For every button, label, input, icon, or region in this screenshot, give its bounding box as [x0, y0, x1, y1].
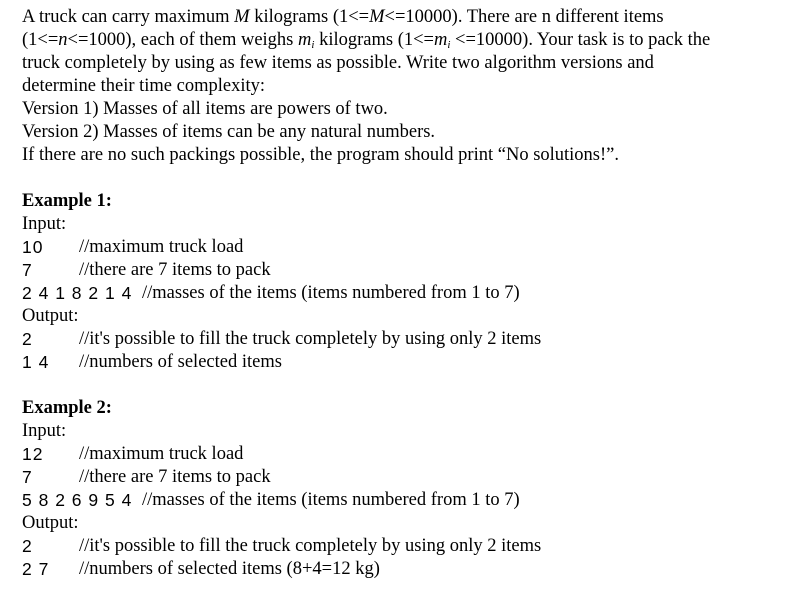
input-line — [22, 443, 782, 466]
variable-n: n — [58, 30, 68, 50]
input-value: 7 — [22, 260, 33, 280]
output-line — [22, 558, 782, 581]
example-2 — [22, 397, 782, 581]
text-fragment: <=1000), each of them weighs — [67, 30, 299, 50]
output-value: 2 — [22, 329, 33, 349]
statement-line-3: truck completely by using as few items as possible. Write two algorithm versions and — [22, 53, 654, 73]
example-title: Example 2: — [22, 398, 112, 418]
input-line — [22, 282, 782, 305]
output-line — [22, 328, 782, 351]
input-value: 12 — [22, 444, 44, 464]
output-comment: //numbers of selected items (8+4=12 kg) — [79, 559, 380, 579]
subscript-i: i — [447, 39, 451, 51]
variable-M: M — [369, 7, 385, 27]
input-value: 2 4 1 8 2 1 4 — [22, 283, 133, 303]
text-fragment: kilograms (1<= — [249, 7, 370, 27]
statement-line-4: determine their time complexity: — [22, 76, 265, 96]
problem-statement — [22, 6, 782, 167]
output-value: 1 4 — [22, 352, 50, 372]
example-title: Example 1: — [22, 191, 112, 211]
output-comment: //it's possible to fill the truck completely by using only 2 items — [79, 329, 542, 349]
example-1 — [22, 190, 782, 374]
input-label: Input: — [22, 421, 67, 441]
text-fragment: <=10000). Your task is to pack the — [450, 30, 711, 50]
statement-line-1 — [22, 6, 782, 29]
input-comment: //there are 7 items to pack — [79, 467, 271, 487]
output-value: 2 7 — [22, 559, 50, 579]
input-comment: //maximum truck load — [79, 237, 244, 257]
input-comment: //maximum truck load — [79, 444, 244, 464]
input-line — [22, 259, 782, 282]
input-line — [22, 236, 782, 259]
input-line — [22, 489, 782, 512]
text-fragment: (1<= — [22, 30, 59, 50]
statement-line-2 — [22, 29, 782, 52]
input-comment: //masses of the items (items numbered from 1 to 7) — [142, 283, 520, 303]
text-fragment: <=10000). There are n different items — [384, 7, 664, 27]
statement-line-6: Version 2) Masses of items can be any natural numbers. — [22, 122, 436, 142]
output-label: Output: — [22, 306, 79, 326]
input-comment: //there are 7 items to pack — [79, 260, 271, 280]
output-comment: //numbers of selected items — [79, 352, 282, 372]
document-page — [22, 0, 791, 604]
output-line — [22, 351, 782, 374]
input-value: 10 — [22, 237, 44, 257]
output-value: 2 — [22, 536, 33, 556]
variable-M: M — [234, 7, 250, 27]
input-line — [22, 466, 782, 489]
statement-line-7: If there are no such packings possible, the program should print “No solutions!”. — [22, 145, 620, 165]
input-label: Input: — [22, 214, 67, 234]
text-fragment: kilograms (1<= — [314, 30, 434, 50]
variable-m: m — [298, 30, 312, 50]
output-comment: //it's possible to fill the truck completely by using only 2 items — [79, 536, 542, 556]
output-label: Output: — [22, 513, 79, 533]
input-comment: //masses of the items (items numbered from 1 to 7) — [142, 490, 520, 510]
statement-line-5: Version 1) Masses of all items are powers of two. — [22, 99, 388, 119]
variable-m: m — [433, 30, 448, 50]
output-line — [22, 535, 782, 558]
input-value: 7 — [22, 467, 33, 487]
subscript-i: i — [311, 39, 315, 51]
input-value: 5 8 2 6 9 5 4 — [22, 490, 133, 510]
text-fragment: A truck can carry maximum — [22, 7, 235, 27]
